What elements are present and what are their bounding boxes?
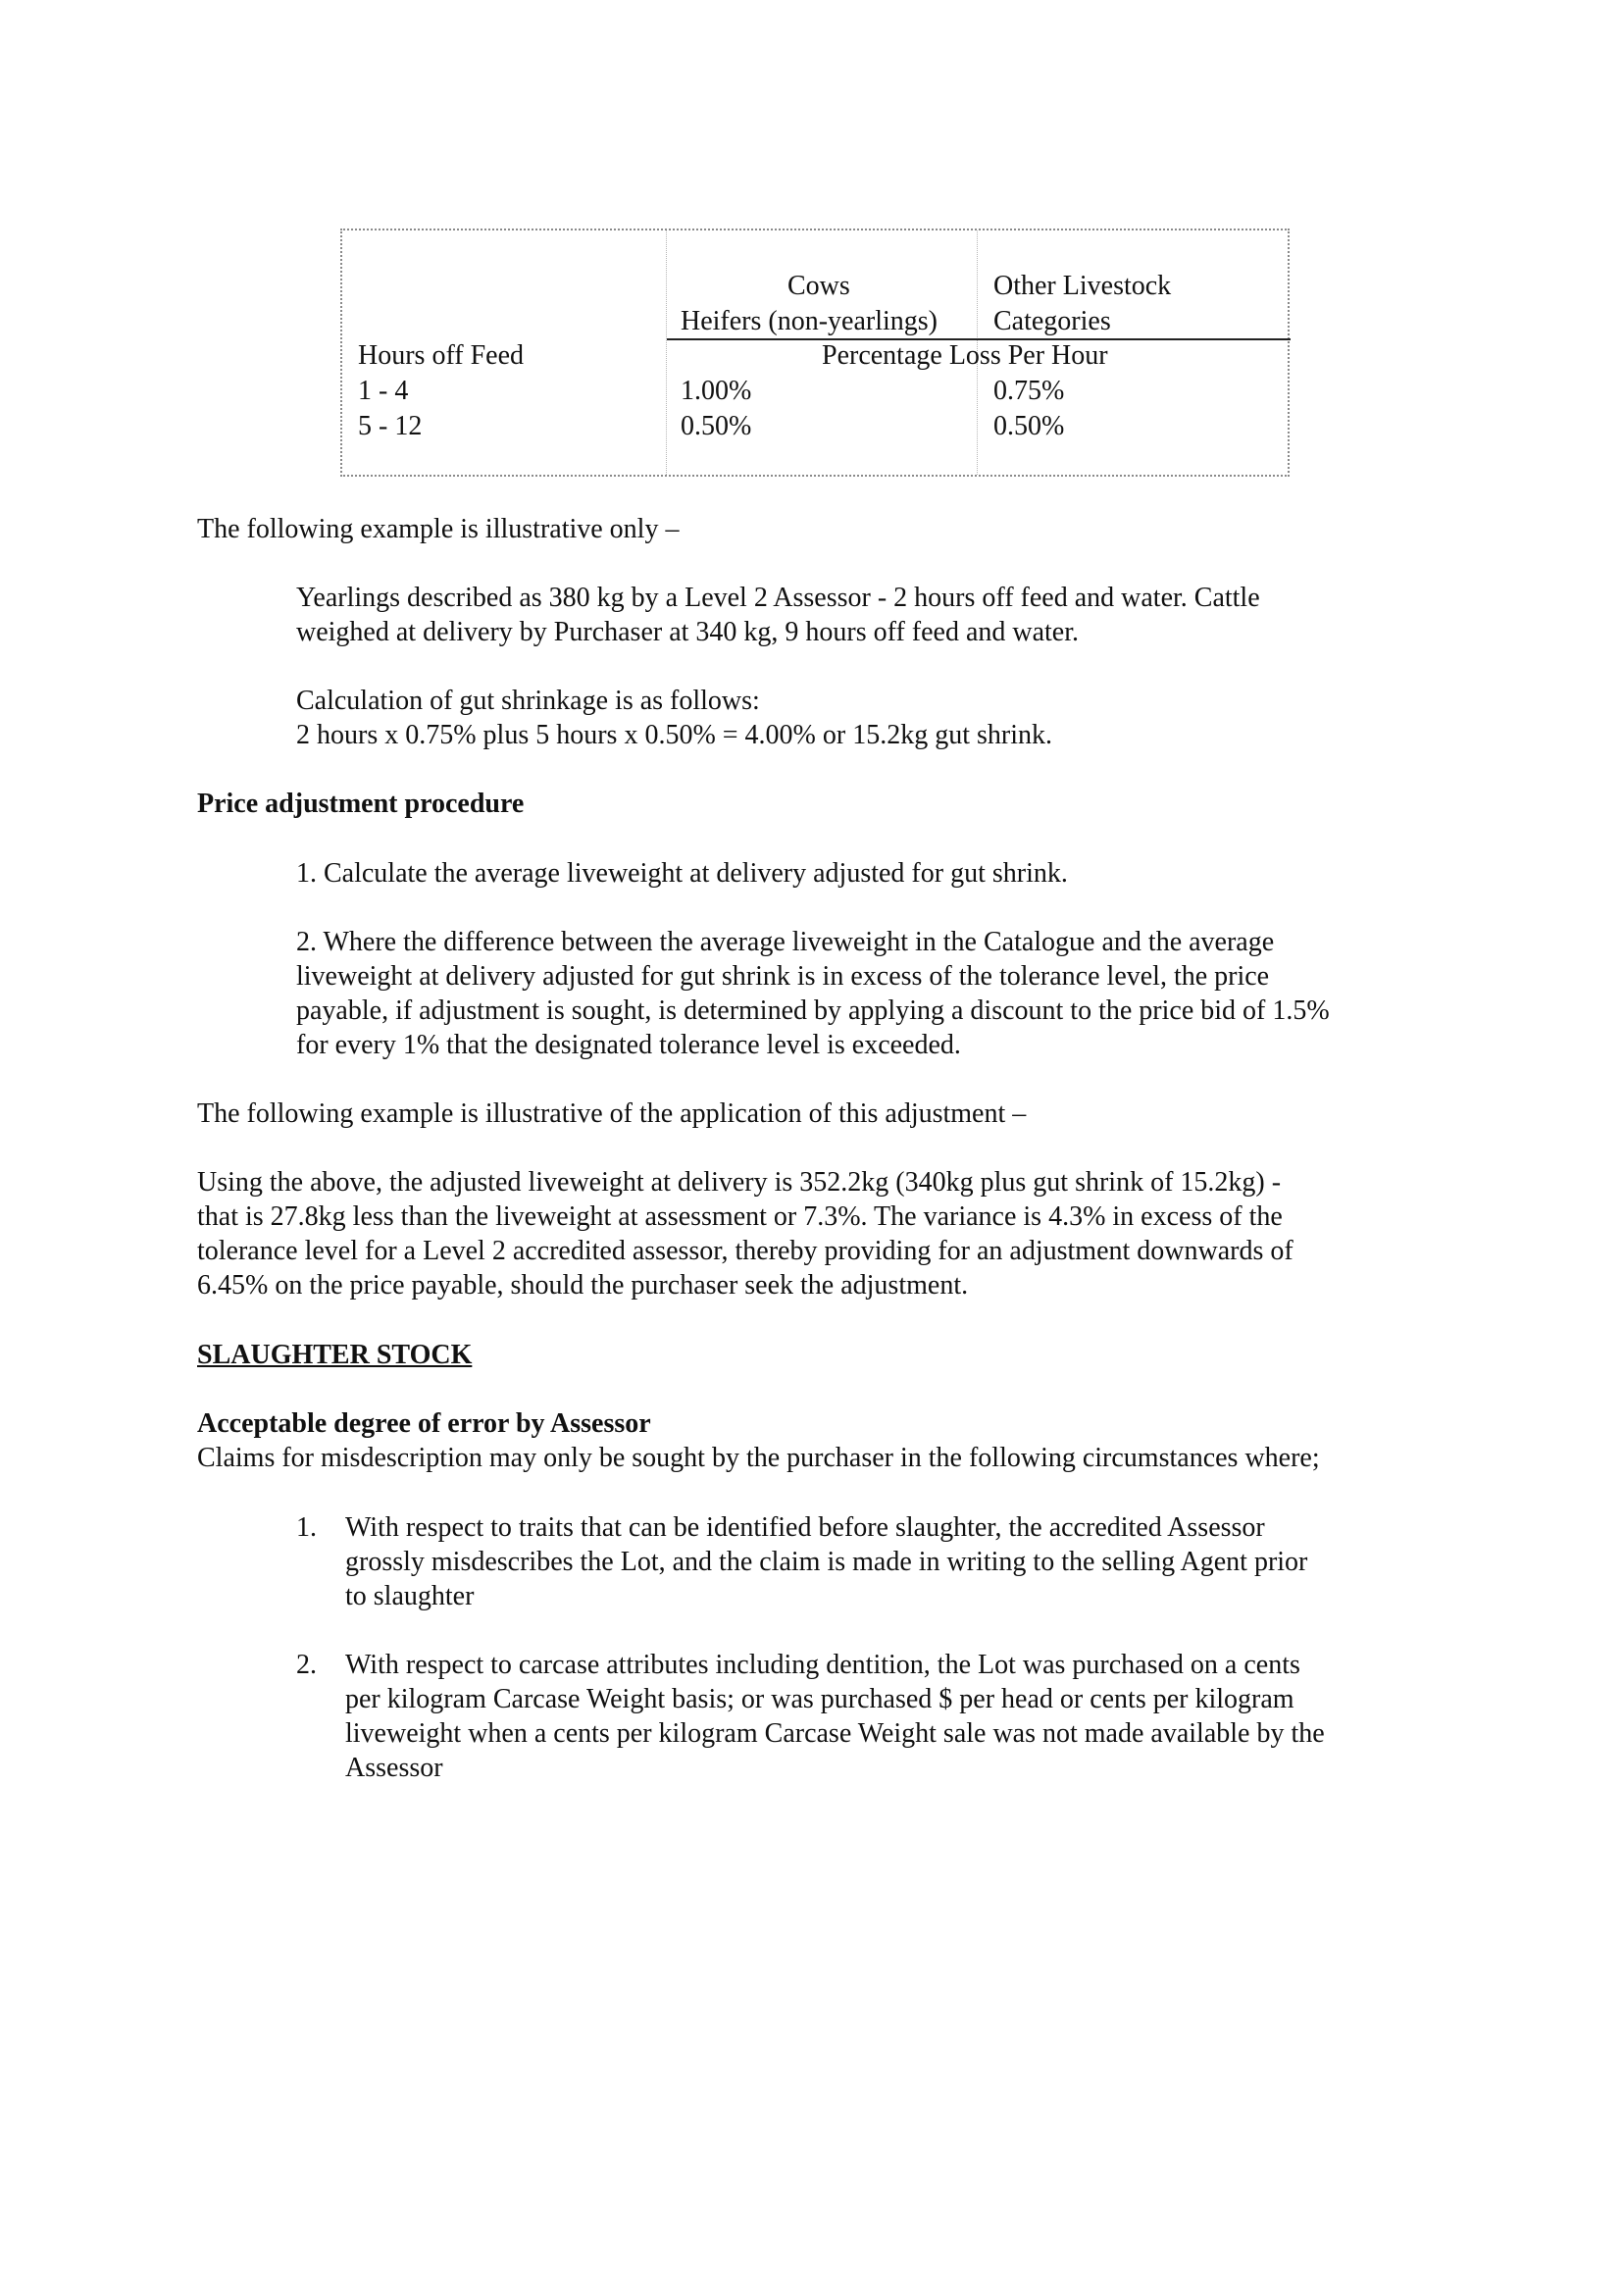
list-line: With respect to carcase attributes including dentition, the Lot was purchased on a cents xyxy=(345,1650,1300,1680)
table-cell-cows: 1.00% xyxy=(681,376,752,406)
price-adjustment-heading: Price adjustment procedure xyxy=(197,789,525,819)
example-paragraph-line: weighed at delivery by Purchaser at 340 kg, 9 hours off feed and water. xyxy=(296,617,1080,647)
application-line: that is 27.8kg less than the liveweight at assessment or 7.3%. The variance is 4.3% in excess of the xyxy=(197,1201,1283,1232)
application-intro: The following example is illustrative of the application of this adjustment – xyxy=(197,1098,1027,1129)
col-header-heifers: Heifers (non-yearlings) xyxy=(681,306,938,336)
list-number: 1. xyxy=(296,1512,317,1543)
error-heading: Acceptable degree of error by Assessor xyxy=(197,1408,651,1439)
list-line: Assessor xyxy=(345,1753,443,1783)
list-text xyxy=(345,1648,1453,1785)
calc-heading: Calculation of gut shrinkage is as follows: xyxy=(296,686,760,716)
table-divider xyxy=(666,230,667,475)
claims-intro: Claims for misdescription may only be sought by the purchaser in the following circumstances where; xyxy=(197,1443,1320,1473)
col-header-cows: Cows xyxy=(787,271,850,301)
table-cell-hours: 1 - 4 xyxy=(358,376,409,406)
slaughter-stock-heading: SLAUGHTER STOCK xyxy=(197,1340,473,1370)
col-header-other-2: Categories xyxy=(993,306,1111,336)
table-cell-other: 0.75% xyxy=(993,376,1065,406)
step-2-line: for every 1% that the designated tolerance level is exceeded. xyxy=(296,1030,961,1060)
example-intro: The following example is illustrative only – xyxy=(197,514,680,544)
table-cell-hours: 5 - 12 xyxy=(358,411,423,441)
list-line: per kilogram Carcase Weight basis; or was purchased $ per head or cents per kilogram xyxy=(345,1684,1294,1714)
step-2-line: liveweight at delivery adjusted for gut shrink is in excess of the tolerance level, the price xyxy=(296,961,1270,992)
step-2-line: payable, if adjustment is sought, is determined by applying a discount to the price bid of 1.5% xyxy=(296,995,1330,1026)
table-cell-cows: 0.50% xyxy=(681,411,752,441)
table-cell-other: 0.50% xyxy=(993,411,1065,441)
list-line: to slaughter xyxy=(345,1581,475,1611)
list-line: liveweight when a cents per kilogram Carcase Weight sale was not made available by the xyxy=(345,1718,1325,1749)
col-header-other-1: Other Livestock xyxy=(993,271,1172,301)
list-line: With respect to traits that can be identified before slaughter, the accredited Assessor xyxy=(345,1512,1265,1543)
calc-formula: 2 hours x 0.75% plus 5 hours x 0.50% = 4.00% or 15.2kg gut shrink. xyxy=(296,720,1052,750)
step-2-line: 2. Where the difference between the average liveweight in the Catalogue and the average xyxy=(296,927,1275,957)
row-label-header: Hours off Feed xyxy=(358,340,525,371)
list-line: grossly misdescribes the Lot, and the claim is made in writing to the selling Agent prior xyxy=(345,1547,1308,1577)
list-number: 2. xyxy=(296,1650,317,1680)
group-header: Percentage Loss Per Hour xyxy=(822,340,1108,371)
list-text xyxy=(345,1510,1453,1613)
example-paragraph-line: Yearlings described as 380 kg by a Level 2 Assessor - 2 hours off feed and water. Cattle xyxy=(296,583,1260,613)
application-line: Using the above, the adjusted liveweight at delivery is 352.2kg (340kg plus gut shrink of 15.2kg) - xyxy=(197,1167,1282,1198)
application-line: 6.45% on the price payable, should the purchaser seek the adjustment. xyxy=(197,1270,969,1301)
application-line: tolerance level for a Level 2 accredited assessor, thereby providing for an adjustment downwards of xyxy=(197,1236,1293,1266)
step-1: 1. Calculate the average liveweight at delivery adjusted for gut shrink. xyxy=(296,858,1068,889)
